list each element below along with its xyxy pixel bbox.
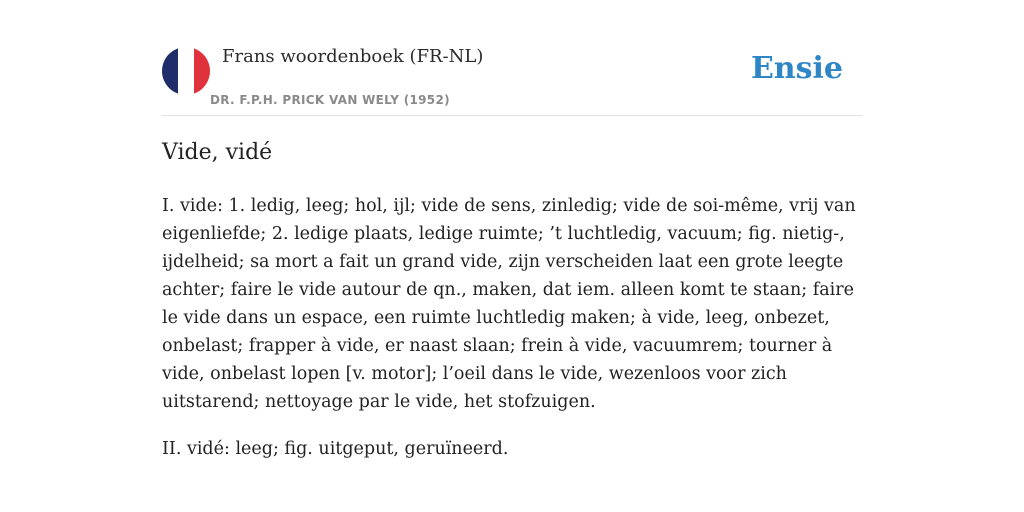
flag-stripe-white [178,47,194,95]
flag-stripe-red [194,47,210,95]
entry-headword: Vide, vidé [162,140,273,165]
ensie-logo-link[interactable]: Ensie [750,51,843,86]
flag-stripe-blue [162,47,178,95]
dictionary-header [162,40,862,116]
entry-body [162,192,862,482]
france-flag-icon [162,47,210,95]
dictionary-title[interactable]: Frans woordenboek (FR-NL) [222,46,484,67]
header-divider [162,115,862,116]
definition-paragraph: II. vidé: leeg; fig. uitgeput, geruïneerd. [162,439,509,459]
dictionary-author: DR. F.P.H. PRICK VAN WELY (1952) [210,93,450,107]
definition-paragraph: I. vide: 1. ledig, leeg; hol, ijl; vide de sens, zinledig; vide de soi-même, vrij van eigenliefde; 2. ledige plaats, ledige ruimte; ’t luchtledig, vacuum; fig. nietig-, ijdelheid; sa mort a fait un grand vide, zijn verscheiden laat een grote leegte achter; faire le vide autour de qn., maken, dat iem. alleen komt te staan; faire le vide dans un espace, een ruimte luchtledig maken; à vide, leeg, onbezet, onbelast; frapper à vide, er naast slaan; frein à vide, vacuumrem; tourner à vide, onbelast lopen [v. motor]; l’oeil dans le vide, wezenloos voor zich uitstarend; nettoyage par le vide, het stofzuigen. [162,196,856,412]
